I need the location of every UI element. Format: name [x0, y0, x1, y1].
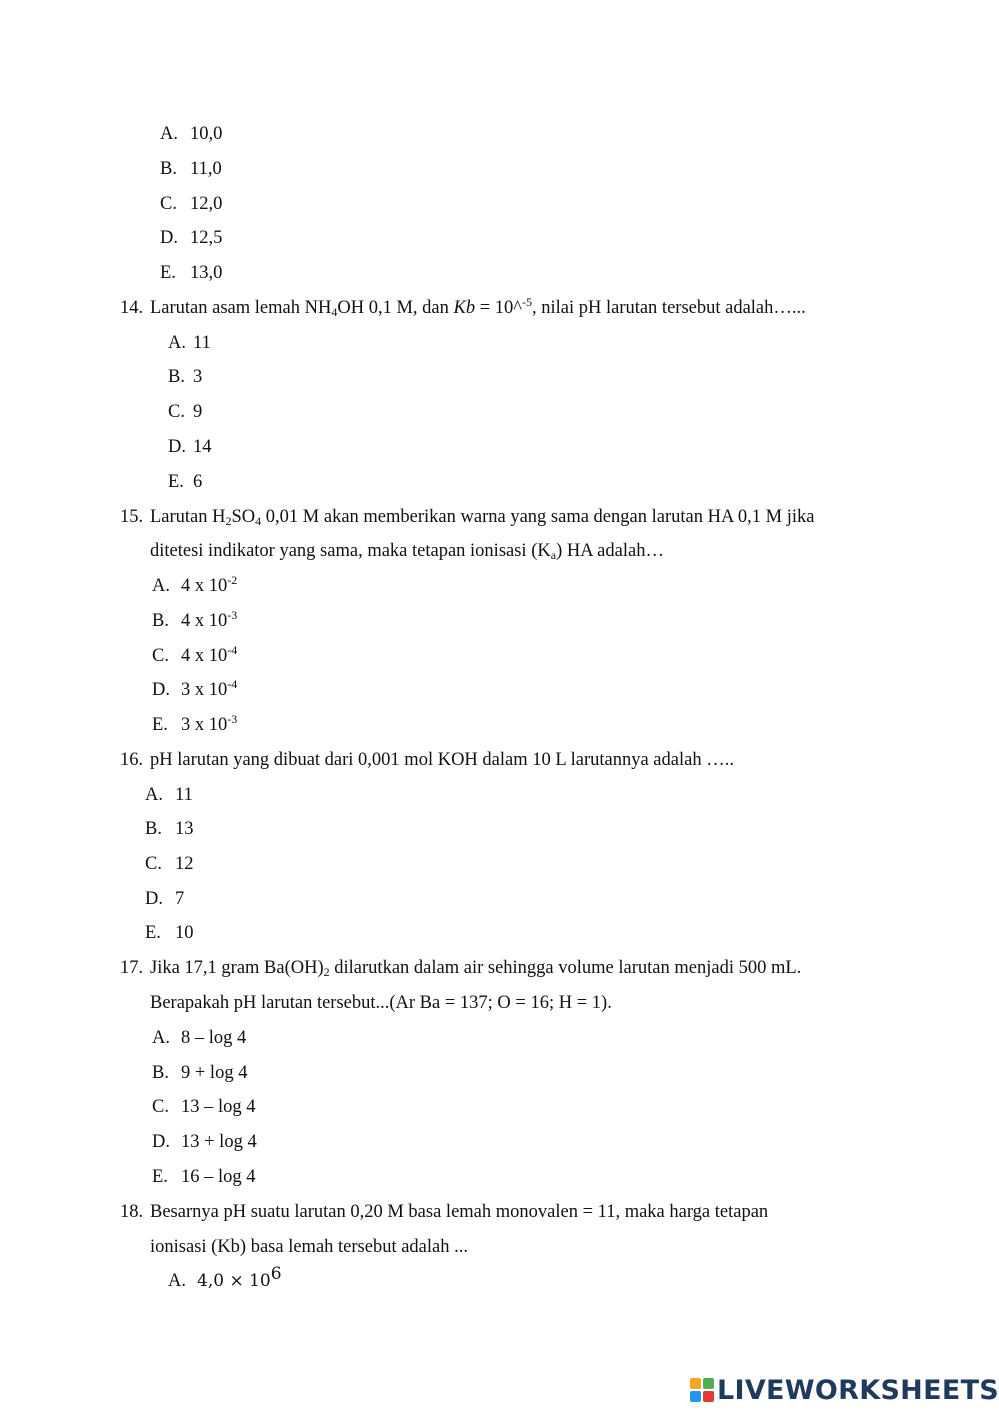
- option-text: 12: [175, 854, 194, 874]
- q16-option-b: [145, 818, 194, 840]
- option-text: 8 – log 4: [181, 1028, 247, 1048]
- q14-stem: [120, 297, 806, 319]
- option-text: 11: [193, 333, 211, 353]
- q16-text: pH larutan yang dibuat dari 0,001 mol KOH dalam 10 L larutannya adalah …..: [150, 750, 734, 770]
- question-number: 15.: [120, 507, 144, 527]
- q18-option-a: [168, 1264, 282, 1292]
- option-base: 4 x 10: [181, 576, 228, 596]
- option-letter: B.: [168, 367, 185, 387]
- option-letter: E.: [168, 472, 184, 492]
- option-text: 10: [175, 923, 194, 943]
- question-number: 18.: [120, 1202, 144, 1222]
- option-letter: B.: [160, 159, 177, 179]
- option-letter: E.: [152, 715, 168, 735]
- option-letter: D.: [152, 680, 170, 700]
- q13-option-c: [160, 193, 222, 215]
- q14-sub: 4: [331, 305, 338, 319]
- q18-stem-line-1: [120, 1201, 768, 1223]
- option-letter: D.: [160, 228, 178, 248]
- option-letter: A.: [168, 333, 186, 353]
- q16-option-e: [145, 922, 194, 944]
- option-letter: C.: [152, 646, 169, 666]
- option-letter: A.: [168, 1271, 186, 1291]
- question-number: 14.: [120, 298, 144, 318]
- q17-stem-line-2: [150, 992, 612, 1014]
- q16-option-a: [145, 784, 193, 806]
- option-text: 12,5: [190, 228, 223, 248]
- q16-stem: [120, 749, 734, 771]
- option-exponent: -4: [227, 677, 238, 691]
- q13-option-b: [160, 158, 222, 180]
- option-exponent: -3: [227, 712, 238, 726]
- q15-option-b: [152, 610, 237, 632]
- option-letter: D.: [168, 437, 186, 457]
- option-exponent: -3: [227, 608, 238, 622]
- logo-text: LIVEWORKSHEETS: [717, 1374, 999, 1406]
- question-number: 17.: [120, 958, 144, 978]
- q17-text-3: Berapakah pH larutan tersebut...(Ar Ba = 137; O = 16; H = 1).: [150, 993, 612, 1013]
- q17-option-e: [152, 1166, 256, 1188]
- q15-stem-line-1: [120, 506, 814, 528]
- option-exponent: 6: [270, 1264, 282, 1284]
- q17-stem-line-1: [120, 957, 801, 979]
- q17-text-2: dilarutkan dalam air sehingga volume larutan menjadi 500 mL.: [329, 958, 802, 978]
- q15-option-e: [152, 714, 237, 736]
- q14-sup: -5: [521, 295, 532, 309]
- option-letter: C.: [145, 854, 162, 874]
- option-text: 13,0: [190, 263, 223, 283]
- q15-text-2: SO: [231, 507, 256, 527]
- q13-option-a: [160, 123, 222, 145]
- q15-option-c: [152, 645, 237, 667]
- q17-option-c: [152, 1096, 256, 1118]
- option-letter: E.: [152, 1167, 168, 1187]
- option-letter: A.: [152, 576, 170, 596]
- option-text: 9 + log 4: [181, 1063, 248, 1083]
- option-text: 11,0: [190, 159, 222, 179]
- q17-sub: 2: [323, 965, 330, 979]
- option-exponent: -4: [227, 643, 238, 657]
- option-text: 9: [193, 402, 203, 422]
- option-letter: A.: [152, 1028, 170, 1048]
- option-text: 6: [193, 472, 203, 492]
- q18-text-2: ionisasi (Kb) basa lemah tersebut adalah ...: [150, 1237, 468, 1257]
- question-number: 16.: [120, 750, 144, 770]
- q15-sub-2: 4: [255, 514, 262, 528]
- option-letter: D.: [145, 889, 163, 909]
- q17-option-a: [152, 1027, 246, 1049]
- q14-text-3: = 10^: [475, 298, 522, 318]
- liveworksheets-logo: [690, 1374, 999, 1406]
- q18-text-1: Besarnya pH suatu larutan 0,20 M basa lemah monovalen = 11, maka harga tetapan: [150, 1202, 769, 1222]
- q14-kb: Kb: [453, 298, 476, 318]
- q15-stem-line-2: [150, 540, 664, 562]
- option-text: 7: [175, 889, 185, 909]
- option-letter: C.: [152, 1097, 169, 1117]
- option-base: 3 x 10: [181, 680, 228, 700]
- q14-text-4: , nilai pH larutan tersebut adalah…...: [531, 298, 806, 318]
- option-text: 13 + log 4: [181, 1132, 257, 1152]
- option-letter: C.: [168, 402, 185, 422]
- q16-option-c: [145, 853, 194, 875]
- option-text: 13 – log 4: [181, 1097, 256, 1117]
- option-base: 4 x 10: [181, 646, 228, 666]
- option-base: 4 x 10: [181, 611, 228, 631]
- option-text: 16 – log 4: [181, 1167, 256, 1187]
- q15-text-5: ) HA adalah…: [556, 541, 664, 561]
- option-letter: E.: [160, 263, 176, 283]
- q14-option-a: [168, 332, 211, 354]
- q13-option-e: [160, 262, 222, 284]
- option-text: 3: [193, 367, 203, 387]
- option-letter: B.: [152, 1063, 169, 1083]
- q14-text-1: Larutan asam lemah NH: [150, 298, 332, 318]
- q13-option-d: [160, 227, 222, 249]
- option-base: 4,0 × 10: [197, 1271, 271, 1291]
- option-letter: B.: [152, 611, 169, 631]
- q17-text-1: Jika 17,1 gram Ba(OH): [150, 958, 324, 978]
- option-base: 3 x 10: [181, 715, 228, 735]
- q15-text-3: 0,01 M akan memberikan warna yang sama dengan larutan HA 0,1 M jika: [261, 507, 815, 527]
- q15-text-4: ditetesi indikator yang sama, maka tetapan ionisasi (K: [150, 541, 551, 561]
- option-letter: A.: [145, 785, 163, 805]
- q17-option-b: [152, 1062, 247, 1084]
- q15-text-1: Larutan H: [150, 507, 226, 527]
- q15-option-d: [152, 679, 237, 701]
- q14-option-b: [168, 366, 202, 388]
- option-letter: B.: [145, 819, 162, 839]
- q16-option-d: [145, 888, 184, 910]
- option-letter: E.: [145, 923, 161, 943]
- option-text: 12,0: [190, 194, 223, 214]
- q14-text-2: OH 0,1 M, dan: [337, 298, 454, 318]
- option-letter: C.: [160, 194, 177, 214]
- q17-option-d: [152, 1131, 257, 1153]
- option-text: 13: [175, 819, 194, 839]
- q14-option-c: [168, 401, 202, 423]
- option-letter: D.: [152, 1132, 170, 1152]
- q15-sub-3: a: [550, 548, 557, 562]
- q14-option-d: [168, 436, 212, 458]
- option-text: 11: [175, 785, 193, 805]
- q15-option-a: [152, 575, 237, 597]
- option-text: 10,0: [190, 124, 223, 144]
- logo-grid-icon: [690, 1378, 714, 1402]
- q15-sub-1: 2: [225, 514, 232, 528]
- q18-stem-line-2: [150, 1236, 468, 1258]
- option-letter: A.: [160, 124, 178, 144]
- option-text: 14: [193, 437, 212, 457]
- q14-option-e: [168, 471, 202, 493]
- option-exponent: -2: [227, 573, 238, 587]
